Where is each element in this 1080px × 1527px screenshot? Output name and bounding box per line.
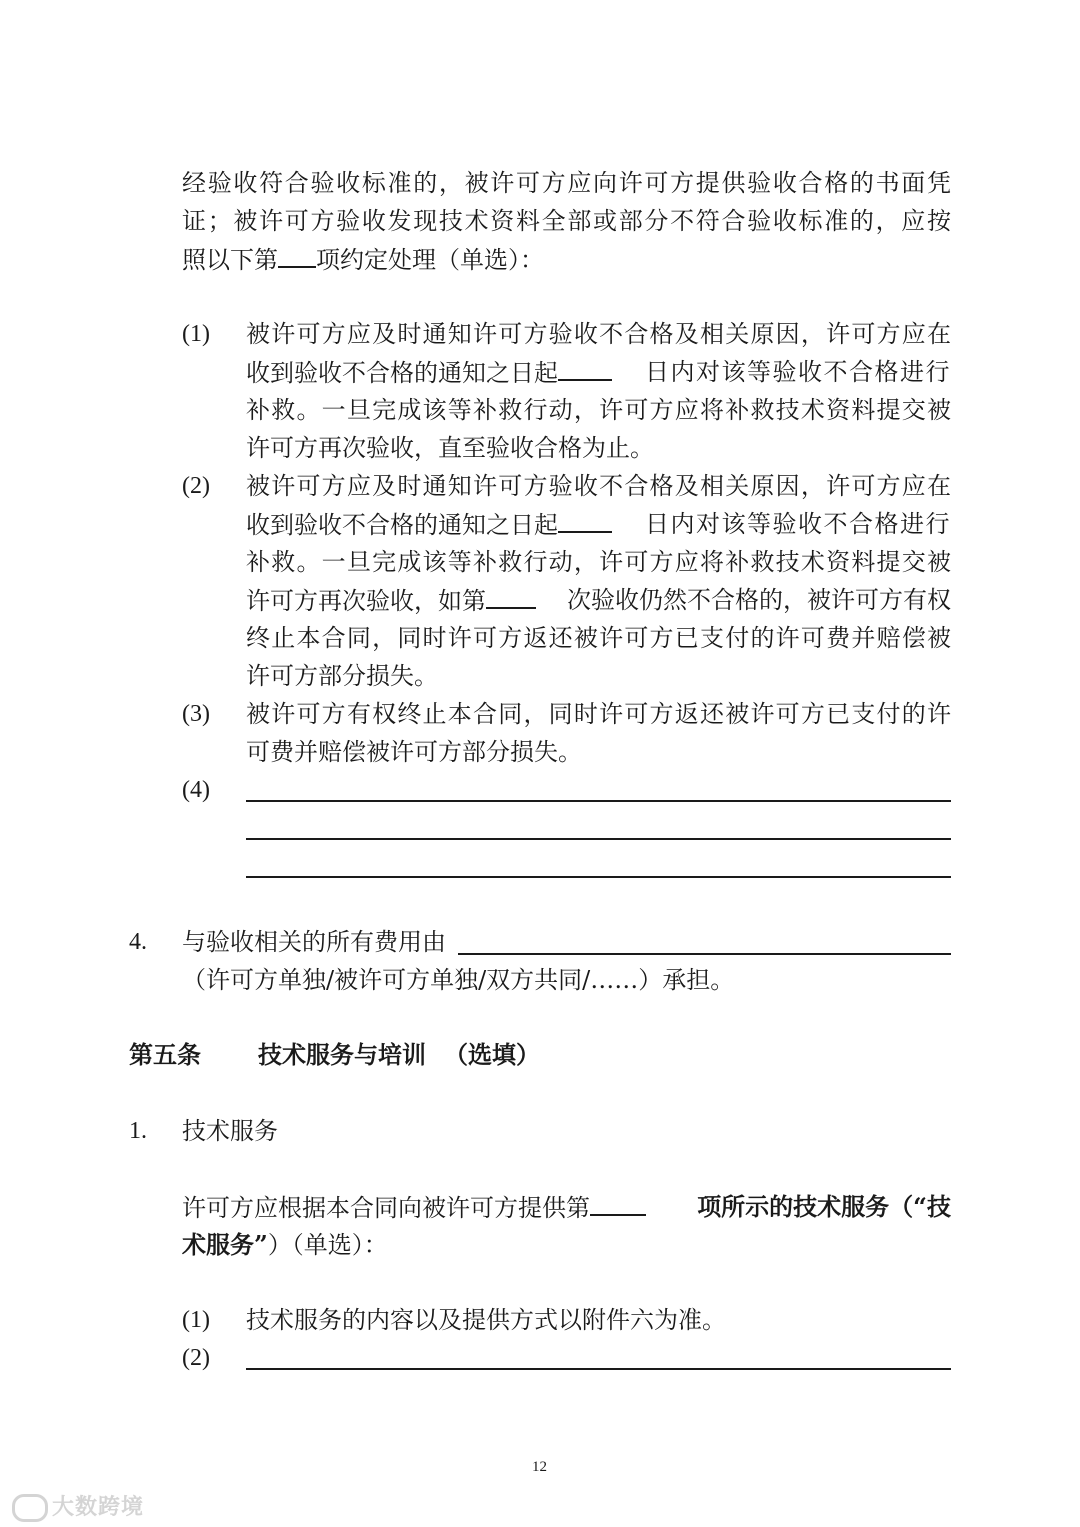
option-1-line-4: 许可方再次验收，直至验收合格为止。 bbox=[246, 434, 654, 462]
fill-in-blank[interactable] bbox=[558, 353, 612, 381]
fill-in-line[interactable] bbox=[246, 1368, 951, 1370]
para-intro-line-2: 证；被许可方验收发现技术资料全部或部分不符合验收标准的，应按 bbox=[182, 207, 951, 235]
option-number: (1) bbox=[182, 1307, 210, 1333]
option-3-line-2: 可费并赔偿被许可方部分损失。 bbox=[246, 738, 582, 766]
para-intro-line-1: 经验收符合验收标准的，被许可方应向许可方提供验收合格的书面凭 bbox=[182, 169, 951, 197]
option-2-line-4 bbox=[246, 581, 951, 619]
page-number: 12 bbox=[532, 1459, 547, 1475]
text: 次验收仍然不合格的，被许可方有权 bbox=[567, 586, 951, 614]
option-number: (2) bbox=[182, 1345, 210, 1371]
fill-in-line[interactable] bbox=[246, 800, 951, 802]
item-number: 1. bbox=[129, 1118, 147, 1144]
option-number: (1) bbox=[182, 321, 210, 347]
fill-in-blank[interactable] bbox=[590, 1188, 646, 1216]
fill-in-blank[interactable] bbox=[278, 240, 316, 268]
watermark-text: 大数跨境 bbox=[52, 1495, 145, 1520]
watermark-logo-icon bbox=[12, 1494, 48, 1522]
article-title: 技术服务与培训 bbox=[258, 1040, 426, 1069]
text: 许可方应根据本合同向被许可方提供第 bbox=[182, 1194, 590, 1222]
option-1-line-2 bbox=[246, 353, 951, 391]
para-intro-line-3 bbox=[182, 240, 544, 278]
option-2-line-6: 许可方部分损失。 bbox=[246, 662, 438, 690]
option-1-line-3: 补救。一旦完成该等补救行动，许可方应将补救技术资料提交被 bbox=[246, 396, 951, 424]
watermark bbox=[12, 1490, 144, 1522]
option-number: (4) bbox=[182, 777, 210, 803]
text: 日内对该等验收不合格进行 bbox=[645, 358, 951, 386]
service-para-line-2 bbox=[182, 1226, 388, 1264]
text: 项所示的技术服务（“技 bbox=[697, 1192, 951, 1221]
article-note: （选填） bbox=[444, 1040, 540, 1069]
option-2-line-3: 补救。一旦完成该等补救行动，许可方应将补救技术资料提交被 bbox=[246, 548, 951, 576]
text: 项约定处理（单选）： bbox=[316, 246, 544, 274]
option-3-line-1: 被许可方有权终止本合同，同时许可方返还被许可方已支付的许 bbox=[246, 700, 951, 728]
fill-in-line[interactable] bbox=[246, 838, 951, 840]
option-1-line-1: 被许可方应及时通知许可方验收不合格及相关原因，许可方应在 bbox=[246, 320, 951, 348]
fill-in-line[interactable] bbox=[246, 876, 951, 878]
service-option-1: 技术服务的内容以及提供方式以附件六为准。 bbox=[246, 1306, 726, 1334]
text: 日内对该等验收不合格进行 bbox=[645, 510, 951, 538]
fill-in-line[interactable] bbox=[458, 953, 951, 955]
fill-in-blank[interactable] bbox=[486, 581, 536, 609]
text: ）（单选）： bbox=[267, 1231, 388, 1259]
text: 照以下第 bbox=[182, 246, 278, 274]
item-number: 4. bbox=[129, 929, 147, 955]
item-4-line-1: 与验收相关的所有费用由 bbox=[182, 928, 446, 956]
option-2-line-1: 被许可方应及时通知许可方验收不合格及相关原因，许可方应在 bbox=[246, 472, 951, 500]
option-number: (3) bbox=[182, 701, 210, 727]
text: 许可方再次验收，如第 bbox=[246, 587, 486, 615]
text: 收到验收不合格的通知之日起 bbox=[246, 359, 558, 387]
article-label: 第五条 bbox=[129, 1040, 201, 1069]
text: 术服务” bbox=[182, 1230, 268, 1259]
option-2-line-5: 终止本合同，同时许可方返还被许可方已支付的许可费并赔偿被 bbox=[246, 624, 951, 652]
fill-in-blank[interactable] bbox=[558, 505, 612, 533]
item-1-title: 技术服务 bbox=[182, 1117, 278, 1145]
service-para-line-1 bbox=[182, 1188, 951, 1226]
option-2-line-2 bbox=[246, 505, 951, 543]
text: 收到验收不合格的通知之日起 bbox=[246, 511, 558, 539]
item-4-line-2: （许可方单独/被许可方单独/双方共同/……）承担。 bbox=[182, 966, 735, 994]
option-number: (2) bbox=[182, 473, 210, 499]
